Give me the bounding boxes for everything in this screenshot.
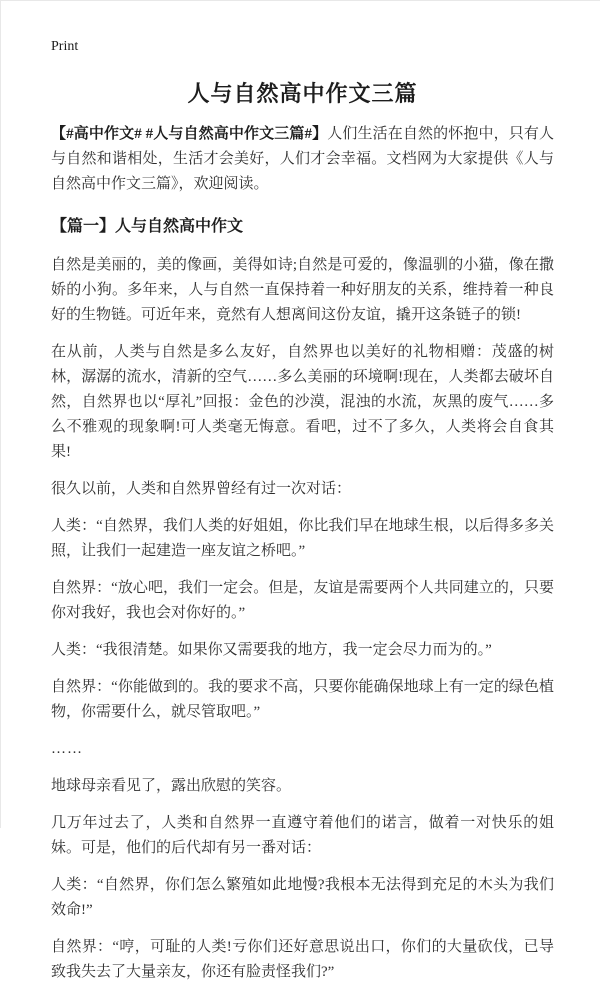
paragraph-generations-later: 几万年过去了，人类和自然界一直遵守着他们的诺言，做着一对快乐的姐妹。可是，他们的后代却有另一番对话： [51,815,554,856]
paragraph-human-line-2: 人类：“我很清楚。如果你又需要我的地方，我一定会尽力而为的。” [51,642,492,658]
print-link[interactable]: Print [51,39,79,54]
paragraph-nature-line-2: 自然界：“你能做到的。我的要求不高，只要你能确保地球上有一定的绿色植物，你需要什么，就尽管取吧。” [51,679,554,720]
paragraph-nature-line-3: 自然界：“哼，可耻的人类!亏你们还好意思说出口，你们的大量砍伐，已导致我失去了大量亲友，你还有脸责怪我们?” [51,939,554,980]
paragraph-earth-mother: 地球母亲看见了，露出欣慰的笑容。 [51,778,292,794]
page-title: 人与自然高中作文三篇 [187,81,418,106]
paragraph-human-line-1: 人类：“自然界，我们人类的好姐姐，你比我们早在地球生根，以后得多多关照，让我们一起建造一座友谊之桥吧。” [51,518,554,559]
paragraph-nature-line-1: 自然界：“放心吧，我们一定会。但是，友谊是需要两个人共同建立的，只要你对我好，我也会对你好的。” [51,580,554,621]
paragraph-human-line-3: 人类：“自然界，你们怎么繁殖如此地慢?我根本无法得到充足的木头为我们效命!” [51,877,554,918]
document-body [51,122,554,985]
paragraph-dialogue-intro: 很久以前，人类和自然界曾经有过一次对话： [51,481,352,497]
section-one-heading: 【篇一】人与自然高中作文 [51,218,244,235]
paragraph-nature-beautiful: 自然是美丽的，美的像画，美得如诗;自然是可爱的，像温驯的小猫，像在撒娇的小狗。多年来，人与自然一直保持着一种好朋友的关系，维持着一种良好的生物链。可近年来，竟然有人想离间这份友谊，撬开这条链子的锁! [51,257,554,323]
paragraph-ellipsis: …… [51,741,83,757]
intro-tags: 【#高中作文# #人与自然高中作文三篇#】 [51,126,328,142]
intro-paragraph [51,122,554,197]
paragraph-past-friendship: 在从前，人类与自然是多么友好，自然界也以美好的礼物相赠：茂盛的树林，潺潺的流水，清新的空气……多么美丽的环境啊!现在，人类都去破坏自然，自然界也以“厚礼”回报：金色的沙漠，混浊的水流，灰黑的废气……多么不雅观的现象啊!可人类毫无悔意。看吧，过不了多久，人类将会自食其果! [51,344,554,460]
intro-text: 人们生活在自然的怀抱中，只有人与自然和谐相处，生活才会美好，人们才会幸福。文档网为大家提供《人与自然高中作文三篇》，欢迎阅读。 [51,126,554,192]
document-page [1,1,600,985]
